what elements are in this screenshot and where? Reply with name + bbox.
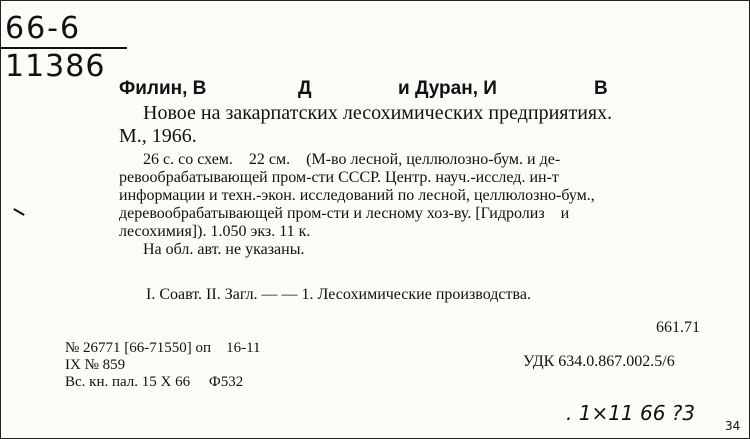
description-line: лесохимия]). 1.050 экз. 11 к. — [119, 223, 311, 240]
title-line: Новое на закарпатских лесохимических предприятиях. — [143, 102, 613, 124]
description-line: ревообрабатывающей пром-сти СССР. Центр. науч.-исслед. ин-т — [119, 169, 559, 186]
title-line: М., 1966. — [119, 125, 197, 147]
author-second-patronymic-initial: В — [594, 78, 608, 99]
author-second: и Дуран, И — [398, 78, 497, 99]
description-line: деревообрабатывающей пром-сти и лесному хоз-ву. [Гидролиз и — [119, 205, 570, 222]
handwritten-number-second: 11386 — [5, 49, 106, 84]
handwritten-number-top: 66-6 — [5, 11, 82, 46]
catalog-line: Вс. кн. пал. 15 X 66 Ф532 — [65, 374, 244, 390]
author-first: Филин, В — [119, 78, 207, 99]
catalog-line: IX № 859 — [65, 357, 126, 373]
description-line: информации и техн.-экон. исследований по лесной, целлюлозно-бум., — [119, 187, 595, 204]
margin-tick-mark — [13, 208, 24, 216]
description-line: 26 с. со схем. 22 см. (М-во лесной, целлюлозно-бум. и де- — [143, 151, 561, 168]
handwritten-bottom-note: . 1×11 66 ?3 — [566, 401, 696, 425]
classification-number: 661.71 — [656, 319, 700, 336]
author-first-patronymic-initial: Д — [298, 78, 312, 99]
note-line: На обл. авт. не указаны. — [143, 241, 305, 258]
subject-headings: I. Соавт. II. Загл. — — 1. Лесохимические производства. — [146, 286, 531, 303]
handwritten-corner-mark: 34 — [725, 419, 741, 433]
catalog-line: № 26771 [66-71550] оп 16-11 — [65, 340, 261, 356]
udk-code: УДК 634.0.867.002.5/6 — [523, 353, 675, 370]
